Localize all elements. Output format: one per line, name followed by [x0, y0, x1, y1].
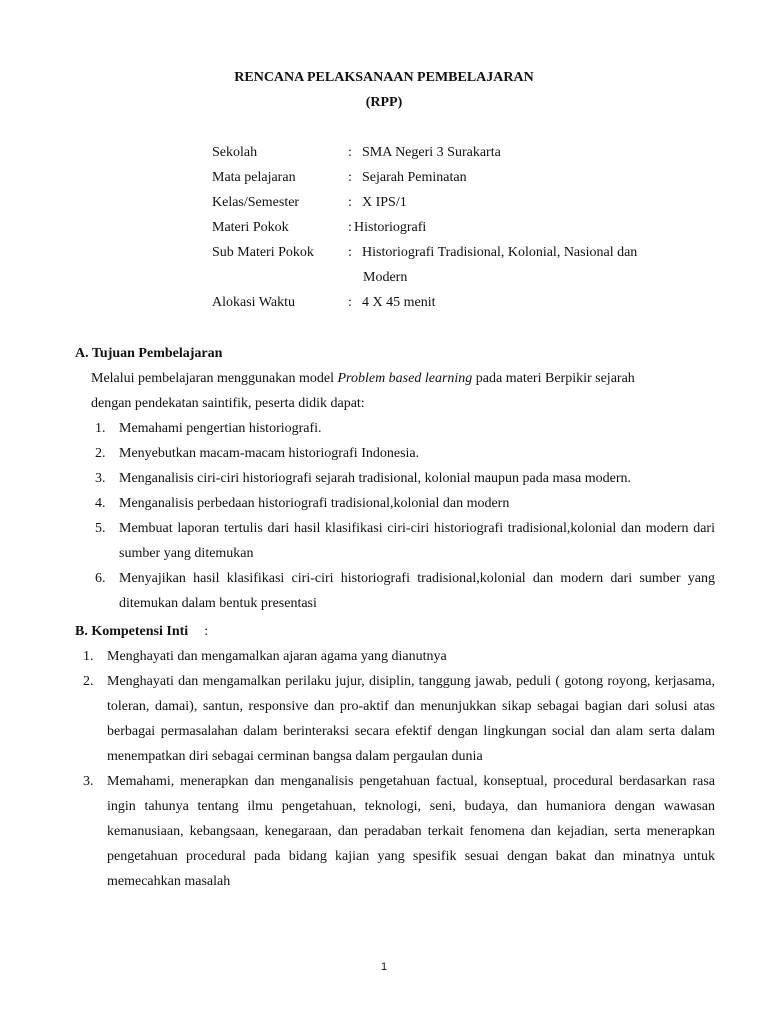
tujuan-list	[95, 416, 715, 616]
list-number: 2.	[83, 674, 94, 689]
list-item	[95, 466, 715, 491]
identity-label: Materi Pokok	[212, 220, 289, 235]
identity-row-continuation	[212, 265, 702, 290]
identity-separator: :	[348, 195, 352, 210]
list-item	[83, 769, 715, 894]
section-kompetensi-inti	[75, 619, 715, 894]
intro-text: pada materi Berpikir sejarah	[472, 371, 635, 386]
list-text: Menghayati dan mengamalkan ajaran agama yang dianutnya	[107, 649, 447, 664]
list-text: Menyebutkan macam-macam historiografi Indonesia.	[119, 446, 420, 461]
list-number: 3.	[95, 471, 106, 486]
identity-separator: :	[348, 170, 352, 185]
identity-label: Sub Materi Pokok	[212, 245, 314, 260]
identity-separator: :	[348, 295, 352, 310]
list-text: Menganalisis ciri-ciri historiografi sejarah tradisional, kolonial maupun pada masa modern.	[119, 471, 632, 486]
list-item	[95, 441, 715, 466]
section-b-heading: B. Kompetensi Inti	[75, 624, 189, 639]
list-number: 5.	[95, 521, 106, 536]
identity-value: SMA Negeri 3 Surakarta	[362, 145, 501, 160]
list-item	[83, 644, 715, 669]
identity-label: Sekolah	[212, 145, 258, 160]
identity-label: Alokasi Waktu	[212, 295, 295, 310]
identity-row-sub-materi-pokok	[212, 240, 702, 265]
list-number: 3.	[83, 774, 94, 789]
intro-model-name: Problem based learning	[337, 371, 473, 386]
identity-table	[212, 140, 702, 315]
identity-label: Mata pelajaran	[212, 170, 296, 185]
list-text: Membuat laporan tertulis dari hasil klasifikasi ciri-ciri historiografi tradisional,kolonial dan modern dari sumber yang ditemukan	[119, 521, 715, 561]
list-item	[95, 491, 715, 516]
section-a-intro	[91, 366, 715, 391]
section-a-intro-line2: dengan pendekatan saintifik, peserta didik dapat:	[91, 396, 365, 411]
list-text: Menyajikan hasil klasifikasi ciri-ciri historiografi tradisional,kolonial dan modern dari sumber yang ditemukan dalam bentuk presentasi	[119, 571, 715, 611]
identity-value: Historiografi	[354, 220, 427, 235]
identity-value: Sejarah Peminatan	[362, 170, 467, 185]
identity-value: 4 X 45 menit	[362, 295, 436, 310]
list-number: 1.	[83, 649, 94, 664]
list-text: Memahami, menerapkan dan menganalisis pengetahuan factual, konseptual, procedural berdasarkan rasa ingin tahunya tentang ilmu pengetahuan, teknologi, seni, budaya, dan humaniora dengan wawasan kemanusiaan, kebangsaan, kenegaraan, dan peradaban terkait fenomena dan kejadian, serta menerapkan pengetahuan procedural pada bidang kajian yang spesifik sesuai dengan bakat dan minatnya untuk memecahkan masalah	[107, 774, 715, 889]
list-item	[95, 516, 715, 566]
list-item	[95, 566, 715, 616]
section-b-heading-row	[75, 619, 715, 644]
identity-separator: :	[348, 145, 352, 160]
list-text: Memahami pengertian historiografi.	[119, 421, 322, 436]
identity-label: Kelas/Semester	[212, 195, 300, 210]
identity-value: X IPS/1	[362, 195, 407, 210]
list-item	[95, 416, 715, 441]
identity-separator: :	[348, 220, 352, 235]
list-number: 1.	[95, 421, 106, 436]
identity-value-continuation: Modern	[363, 270, 408, 285]
identity-row-kelas-semester	[212, 190, 702, 215]
list-text: Menganalisis perbedaan historiografi tradisional,kolonial dan modern	[119, 496, 510, 511]
identity-row-sekolah	[212, 140, 702, 165]
identity-value: Historiografi Tradisional, Kolonial, Nasional dan	[362, 245, 638, 260]
page-number: 1	[380, 961, 388, 973]
list-number: 6.	[95, 571, 106, 586]
list-number: 4.	[95, 496, 106, 511]
identity-row-alokasi-waktu	[212, 290, 702, 315]
document-subtitle: (RPP)	[365, 95, 403, 110]
kompetensi-list	[83, 644, 715, 894]
intro-text: Melalui pembelajaran menggunakan model	[91, 371, 338, 386]
identity-row-mata-pelajaran	[212, 165, 702, 190]
list-text: Menghayati dan mengamalkan perilaku jujur, disiplin, tanggung jawab, peduli ( gotong royong, kerjasama, toleran, damai), santun, responsive dan pro-aktif dan menunjukkan sikap sebagai bagian dari solusi atas berbagai permasalahan dalam berinteraksi secara efektif dengan lingkungan social dan alam serta dalam menempatkan diri sebagai cerminan bangsa dalam pergaulan dunia	[107, 674, 715, 764]
identity-row-materi-pokok	[212, 215, 702, 240]
section-tujuan-pembelajaran	[75, 341, 715, 616]
identity-separator: :	[348, 245, 352, 260]
document-title: RENCANA PELAKSANAAN PEMBELAJARAN	[234, 70, 534, 85]
section-b-colon: :	[204, 624, 209, 639]
list-number: 2.	[95, 446, 106, 461]
section-a-heading: A. Tujuan Pembelajaran	[75, 346, 223, 361]
list-item	[83, 669, 715, 769]
